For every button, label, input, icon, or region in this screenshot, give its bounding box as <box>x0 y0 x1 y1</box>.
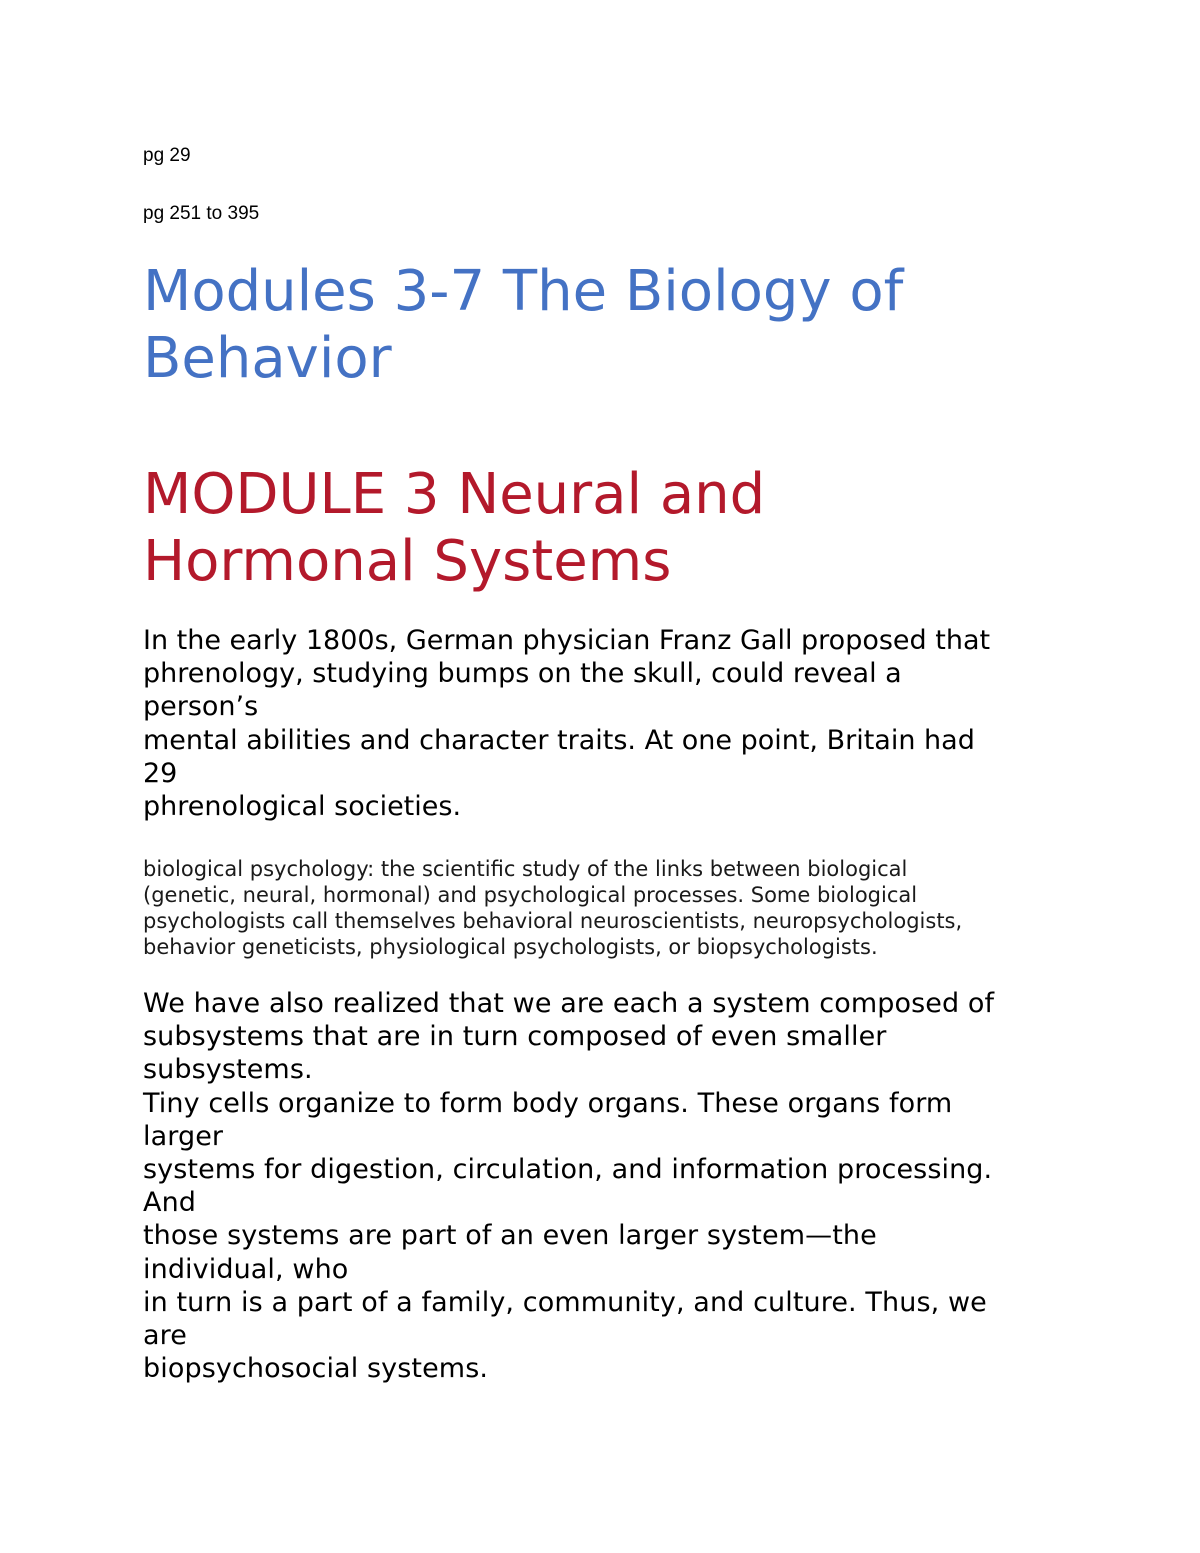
text-line: subsystems that are in turn composed of even smaller <box>143 1021 887 1053</box>
intro-paragraph <box>143 624 1078 823</box>
text-line: And <box>143 1187 197 1219</box>
text-line: individual, who <box>143 1253 349 1285</box>
page-reference: pg 29 <box>143 145 191 166</box>
text-line: Tiny cells organize to form body organs. These organs form <box>143 1087 953 1119</box>
text-line: in turn is a part of a family, community, and culture. Thus, we <box>143 1286 987 1318</box>
document-title <box>143 258 1073 392</box>
text-line: subsystems. <box>143 1054 313 1086</box>
text-line: behavior geneticists, physiological psychologists, or biopsychologists. <box>143 935 878 959</box>
text-line: (genetic, neural, hormonal) and psychological processes. Some biological <box>143 883 918 907</box>
text-line: larger <box>143 1120 224 1152</box>
text-line: psychologists call themselves behavioral neuroscientists, neuropsychologists, <box>143 909 963 933</box>
text-line: person’s <box>143 691 259 723</box>
definition-paragraph <box>143 856 1078 960</box>
heading-line: Hormonal Systems <box>143 529 672 594</box>
module-heading <box>143 461 1073 595</box>
text-line: phrenology, studying bumps on the skull, could reveal a <box>143 658 902 690</box>
title-line: Modules 3-7 The Biology of <box>143 259 904 324</box>
text-line: We have also realized that we are each a system composed of <box>143 988 995 1019</box>
text-line: mental abilities and character traits. At one point, Britain had <box>143 724 975 756</box>
text-line: those systems are part of an even larger system—the <box>143 1220 877 1252</box>
systems-paragraph <box>143 987 1078 1385</box>
title-line: Behavior <box>143 326 392 391</box>
heading-line: MODULE 3 Neural and <box>143 462 766 527</box>
text-line: systems for digestion, circulation, and information processing. <box>143 1154 993 1186</box>
text-line: biopsychosocial systems. <box>143 1353 489 1385</box>
text-line: 29 <box>143 757 178 789</box>
text-line: In the early 1800s, German physician Franz Gall proposed that <box>143 625 991 656</box>
text-line: phrenological societies. <box>143 791 462 823</box>
text-line: are <box>143 1320 187 1352</box>
page-range-reference: pg 251 to 395 <box>143 203 260 224</box>
text-line: biological psychology: the scientific study of the links between biological <box>143 857 908 881</box>
